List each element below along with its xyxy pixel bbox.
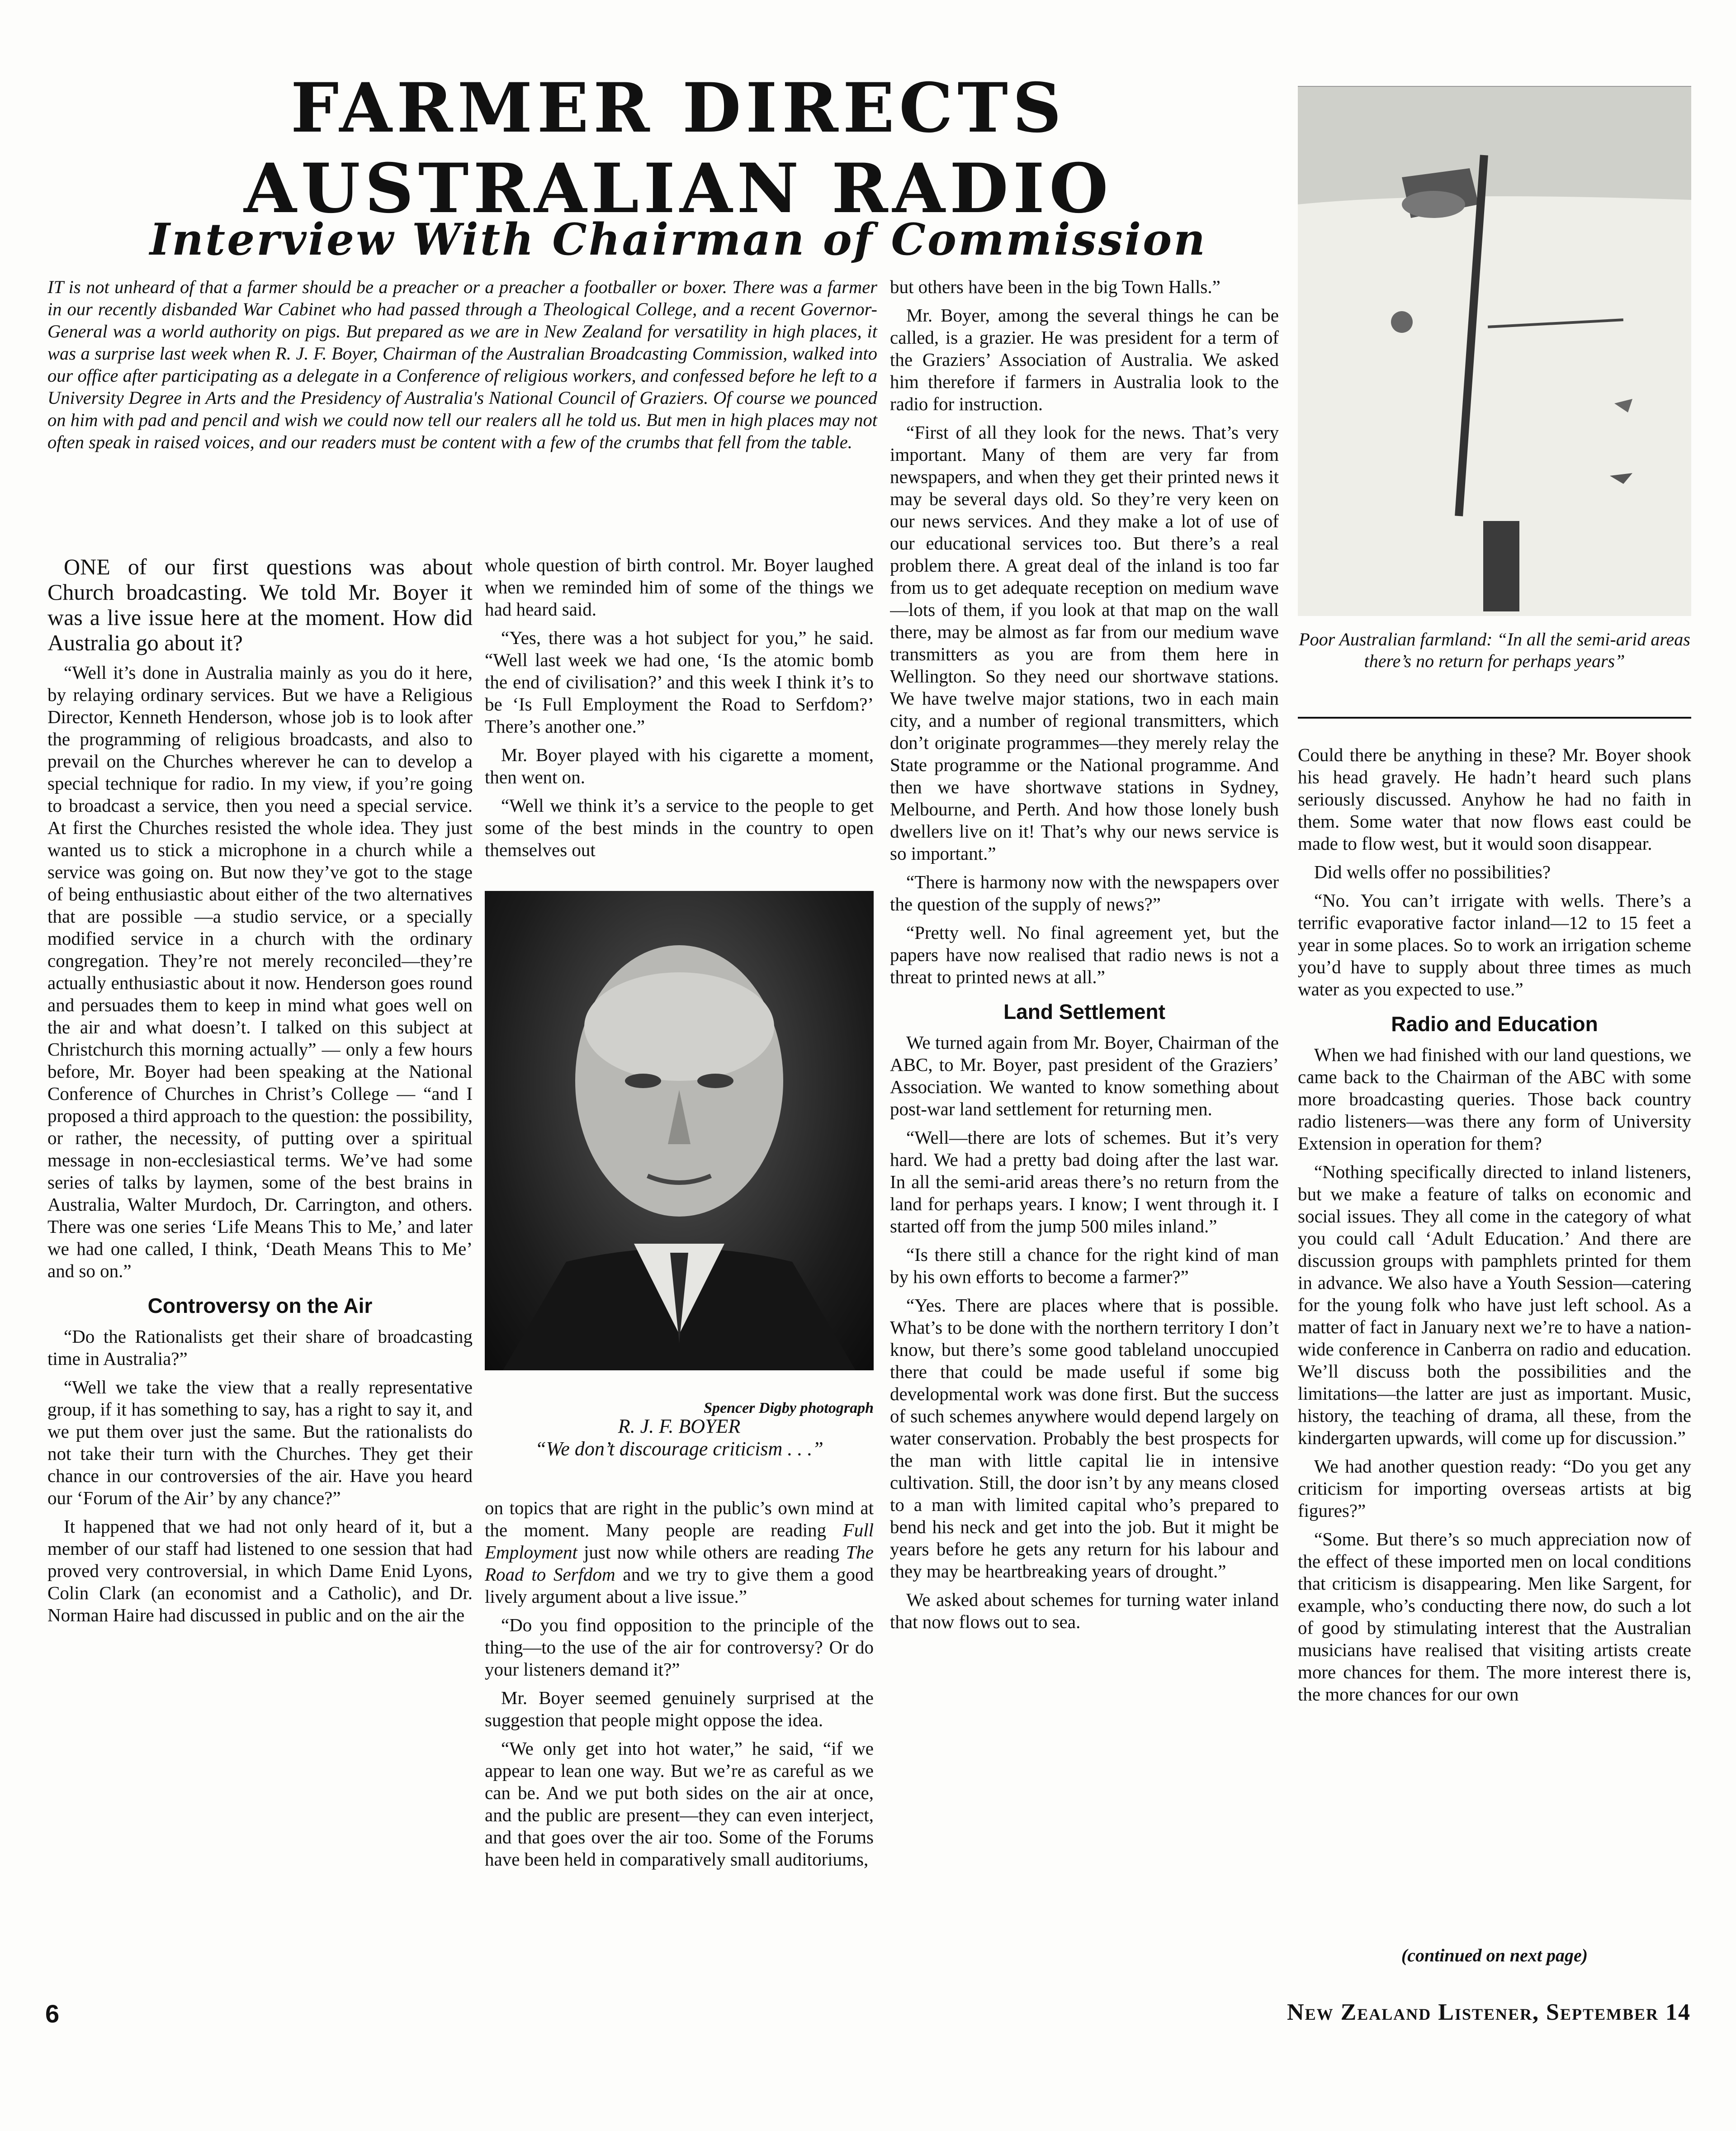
paragraph: Mr. Boyer seemed genuinely surprised at the suggestion that people might oppose the idea. xyxy=(485,1687,874,1730)
paragraph: “First of all they look for the news. That’s very important. Many of them are very far from newspapers, and when they get their printed news it may be several days old. So they’re very keen on our news services. And they make a lot of use of our educational services too. But there’s a real problem there. A great deal of the inland is too far from us to get adequate reception on medium wave—lots of them, if you look at that map on the wall there, may be almost as far from our medium wave transmitters as you are from them here in Wellington. So they need our shortwave stations. We have twelve major stations, two in each main city, and a number of regional transmitters, which don’t originate programmes—they merely relay the State programme or the National programme. And then we have shortwave stations in Sydney, Melbourne, and Perth. And how those lonely bush dwellers live on it! That’s why our news service is so important.” xyxy=(890,422,1279,864)
book-title: Full Employment xyxy=(485,1520,874,1563)
page-number: 6 xyxy=(45,1999,60,2028)
paragraph: “There is harmony now with the newspapers over the question of the supply of news?” xyxy=(890,871,1279,914)
caption-rule xyxy=(1298,717,1691,719)
paragraph: Did wells offer no possibilities? xyxy=(1314,862,1551,882)
paragraph: When we had finished with our land questions, we came back to the Chairman of the ABC with some more broadcasting queries. Those back country radio listeners—was there any form of University Extension in operation for them? xyxy=(1298,1044,1691,1154)
paragraph: Mr. Boyer played with his cigarette a moment, then went on. xyxy=(485,744,874,787)
farmland-illustration xyxy=(1298,87,1691,616)
section-heading-radio: Radio and Education xyxy=(1391,1012,1598,1036)
farmland-photo-caption: Poor Australian farmland: “In all the semi-arid areas there’s no return for perhaps years” xyxy=(1299,629,1690,671)
paragraph: whole question of birth control. Mr. Boyer laughed when we reminded him of some of the things we had heard said. xyxy=(485,554,874,620)
paragraph: “Well it’s done in Australia mainly as you do it here, by relaying ordinary services. But we have a Religious Director, Kenneth Henderson, whose job is to look after the programming of religious broadcasts, and also to prevail on the Churches wherever he can to develop a special technique for radio. In my view, if you’re going to broadcast a service, then you need a special service. At first the Churches resisted the whole idea. They just wanted us to stick a microphone in a church while a service was going on. But now they’ve got to the stage of being enthusiastic about either of the two alternatives that are possible —a studio service, or a specially modified service in a church with the ordinary congregation. They’re not merely reconciled—they’re actually enthusiastic about it now. Henderson goes round and persuades them to keep in mind what goes well on the air and what doesn’t. I talked on this subject at Christchurch this morning actually” — only a few hours before, Mr. Boyer had been speaking at the National Conference of Churches in Christ’s College — “and I proposed a third approach to the question: the possibility, or rather, the necessity, of putting over a spiritual message in non-ecclesiastical terms. We’ve had some series of talks by laymen, some of the best brains in Australia, Walter Murdoch, Dr. Carrington, and others. There was one series ‘Life Means This to Me,’ and later we had one called, I think, ‘Death Means This to Me’ and so on.” xyxy=(47,662,473,1281)
paragraph: Mr. Boyer, among the several things he can be called, is a grazier. He was president for a term of the Graziers’ Association of Australia. We asked him therefore if farmers in Australia look to the radio for instruction. xyxy=(890,305,1279,414)
paragraph: “Nothing specifically directed to inland listeners, but we make a feature of talks on economic and social issues. They all come in the category of what you could call ‘Adult Education.’ And there are discussion groups with pamphlets printed for them in advance. We also have a Youth Session—catering for the young folk who have just left school. As a matter of fact in January next we’re to have a nation-wide conference in Canberra on radio and education. We’ll discuss both the possibilities and the limitations—the latter are just as important. Music, history, the teaching of drama, all these, from the kindergarten upwards, will come up for discussion.” xyxy=(1298,1161,1691,1448)
paragraph: on topics that are right in the public’s own mind at the moment. Many people are reading Full Employment just now while others are reading The Road to Serfdom and we try to give them a good lively argument about a live issue.” xyxy=(485,1497,874,1607)
portrait-photo xyxy=(485,891,874,1370)
paragraph: Could there be anything in these? Mr. Boyer shook his head gravely. He hadn’t heard such plans seriously discussed. Anyhow he had no faith in them. Some water that now flows east could be made to flow west, but it would soon disappear. xyxy=(1298,744,1691,854)
paragraph: “Some. But there’s so much appreciation now of the effect of these imported men on local conditions that criticism is disappearing. Men like Sargent, for example, who’s conducting there now, do such a lot of good by stimulating interest that the Australian musicians have realised that visiting artists create more chances for them. The more interest there is, the more chances for our own xyxy=(1298,1529,1691,1705)
paragraph: “Is there still a chance for the right kind of man by his own efforts to become a farmer?” xyxy=(890,1244,1279,1287)
paragraph: “Yes, there was a hot subject for you,” he said. “Well last week we had one, ‘Is the atomic bomb the end of civilisation?’ and this week I think it’s to be ‘Is Full Employment the Road to Serfdom?’ There’s another one.” xyxy=(485,627,874,737)
paragraph: “No. You can’t irrigate with wells. There’s a terrific evaporative factor inland—12 to 15 feet a year in some places. So to work an irrigation scheme you’d have to supply about three times as much water as you expected to use.” xyxy=(1298,890,1691,999)
paragraph: “Yes. There are places where that is possible. What’s to be done with the northern territory I don’t know, but there’s some good tableland unoccupied there that could be made useful if some big developmental work was done first. But the success of such schemes anywhere would depend largely on water conservation. Probably the best prospects for the man with little capital lie in intensive cultivation. Still, the door isn’t by any means closed to a man with limited capital who’s prepared to bend his neck and get into the job. But it might be years before he gets any return for his labour and they may be heartbreaking years of drought.” xyxy=(890,1295,1279,1582)
section-heading-land: Land Settlement xyxy=(1003,1000,1165,1023)
photo-caption-quote: “We don’t discourage criticism . . .” xyxy=(535,1438,823,1460)
subheadline: Interview With Chairman of Commission xyxy=(150,214,1207,265)
continued-notice: (continued on next page) xyxy=(1401,1945,1588,1965)
lead-paragraph: ONE of our first questions was about Church broadcasting. We told Mr. Boyer it was a live issue here at the moment. How did Australia go about it? xyxy=(47,554,473,655)
section-heading-controversy: Controversy on the Air xyxy=(147,1294,373,1317)
paragraph: It happened that we had not only heard of it, but a member of our staff had listened to one session that had proved very controversial, in which Dame Enid Lyons, Colin Clark (an economist and a Catholic), and Dr. Norman Haire had discussed in public and on the air the xyxy=(47,1516,473,1625)
book-title: The Road to Serfdom xyxy=(485,1542,874,1585)
photo-credit: Spencer Digby photograph xyxy=(704,1400,874,1416)
masthead-footer: New Zealand Listener, September 14 xyxy=(1287,1999,1691,2025)
photo-caption-name: R. J. F. BOYER xyxy=(618,1415,741,1437)
column-1 xyxy=(47,554,473,1983)
paragraph: “We only get into hot water,” he said, “if we appear to lean one way. But we’re as careful as we can be. And we put both sides on the air at once, and the public are present—they can even interject, and that goes over the air too. Some of the Forums have been held in comparatively small auditoriums, xyxy=(485,1738,874,1870)
paragraph: We asked about schemes for turning water inland that now flows out to sea. xyxy=(890,1589,1279,1632)
paragraph: “Pretty well. No final agreement yet, but the papers have now realised that radio news is not a threat to printed news at all.” xyxy=(890,922,1279,987)
paragraph: “Well we think it’s a service to the people to get some of the best minds in the country to open themselves out xyxy=(485,795,874,860)
paragraph: “Well—there are lots of schemes. But it’s very hard. We had a pretty bad doing after the last war. In all the semi-arid areas there’s no return from the land for perhaps years. I know; I went through it. I started off from the jump 500 miles inland.” xyxy=(890,1127,1279,1236)
headline: FARMER DIRECTS AUSTRALIAN RADIO xyxy=(244,68,1113,228)
paragraph: “Do the Rationalists get their share of broadcasting time in Australia?” xyxy=(47,1326,473,1369)
column-2-lower xyxy=(485,1497,874,1983)
intro-paragraph: IT is not unheard of that a farmer should be a preacher or a preacher a footballer or boxer. There was a farmer in our recently disbanded War Cabinet who had passed through a Theological College, and a recent Governor-General was a world authority on pigs. But prepared as we are in New Zealand for versatility in high places, it was a surprise last week when R. J. F. Boyer, Chairman of the Australian Broadcasting Commission, walked into our office after participating as a delegate in a Conference of religious workers, and confessed before he left to a University Degree in Arts and the Presidency of Australia's National Council of Graziers. Of course we pounced on him with pad and pencil and wish we could now tell our realers all he told us. But men in high places may not often speak in raised voices, and our readers must be content with a few of the crumbs that fell from the table. xyxy=(47,277,877,452)
column-4 xyxy=(1298,744,1691,1938)
paragraph: “Do you find opposition to the principle of the thing—to the use of the air for controversy? Or do your listeners demand it?” xyxy=(485,1615,874,1680)
paragraph: but others have been in the big Town Halls.” xyxy=(890,276,1220,297)
column-3 xyxy=(890,276,1279,1983)
paragraph: “Well we take the view that a really representative group, if it has something to say, has a right to say it, and we put them over just the same. But the rationalists do not take their turn with the Churches. They get their chance in our controversies of the air. Have you heard our ‘Forum of the Air’ by any chance?” xyxy=(47,1377,473,1508)
paragraph: We turned again from Mr. Boyer, Chairman of the ABC, to Mr. Boyer, past president of the Graziers’ Association. We wanted to know something about post-war land settlement for returning men. xyxy=(890,1032,1279,1119)
column-2-upper xyxy=(485,554,874,880)
portrait-illustration xyxy=(485,891,874,1370)
farmland-photo xyxy=(1298,86,1691,616)
paragraph: We had another question ready: “Do you get any criticism for importing overseas artists at big figures?” xyxy=(1298,1456,1691,1521)
